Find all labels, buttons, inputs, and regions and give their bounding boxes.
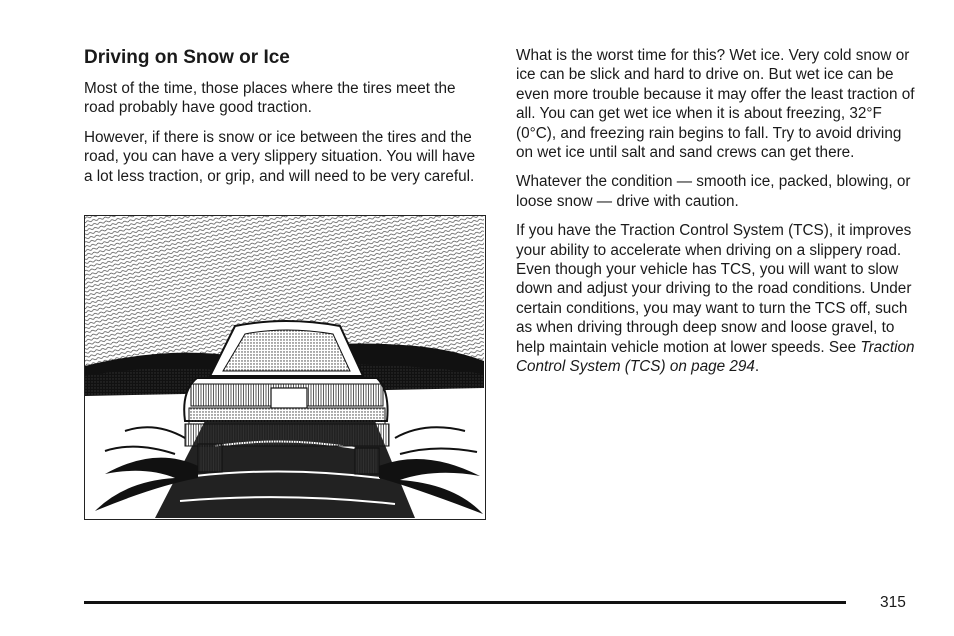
paragraph-slippery: However, if there is snow or ice between the tires and the road, you can have a very slippery situation. You will have a lot less traction, or grip, and will need to be very careful. [84, 128, 476, 185]
left-column [84, 46, 484, 196]
tcs-text: If you have the Traction Control System (TCS), it improves your ability to accelerate when driving on a slippery road. Even though your vehicle has TCS, you will want to slow down and adjust your driving to the road conditions. Under certain conditions, you may want to turn the TCS off, such as when driving through deep snow and loose gravel, to help maintain vehicle motion at lower speeds. See [516, 222, 912, 356]
page-number: 315 [880, 594, 906, 611]
paragraph-tcs [516, 221, 920, 376]
paragraph-traction: Most of the time, those places where the tires meet the road probably have good traction. [84, 80, 456, 117]
right-column [516, 46, 920, 387]
footer-rule [84, 601, 846, 604]
tcs-text-end: . [754, 358, 760, 376]
car-illustration-svg [85, 216, 484, 518]
paragraph-wet-ice: What is the worst time for this? Wet ice. Very cold snow or ice can be slick and hard to drive on. But wet ice can be even more trouble because it may offer the least traction of all. You can get wet ice when it is about freezing, 32°F (0°C), and freezing rain begins to fall. Try to avoid driving on wet ice until salt and sand crews can get there. [516, 47, 915, 162]
car-on-ice-illustration [84, 215, 486, 520]
paragraph-condition: Whatever the condition — smooth ice, packed, blowing, or loose snow — drive with caution. [516, 173, 911, 210]
section-title: Driving on Snow or Ice [84, 47, 290, 68]
tcs-page-reference-link[interactable]: Traction Control System (TCS) on page 294 [516, 338, 915, 376]
